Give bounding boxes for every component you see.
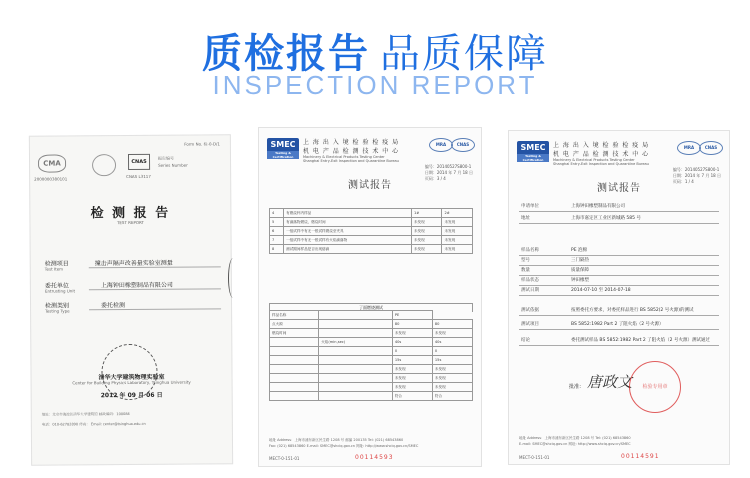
- table-cell: [270, 356, 319, 365]
- sub-table-title: 了面燃烧测试: [269, 303, 473, 312]
- form-number: Form No. 检-0-D/1: [184, 141, 220, 147]
- table-cell: 符合: [392, 392, 432, 401]
- field-value: BS 5852:1982 Part 2 了阻火焰（2 号火源）: [571, 322, 664, 327]
- table-cell: 0: [392, 347, 432, 356]
- table-cell: 未发现: [442, 236, 473, 245]
- table-row: [270, 329, 473, 338]
- table-cell: 未发现: [392, 374, 432, 383]
- report-title: 测试报告: [597, 183, 641, 194]
- field-divider: [519, 211, 719, 212]
- table-cell: [319, 329, 393, 338]
- table-cell: [270, 374, 319, 383]
- table-cell: 未发现: [392, 383, 432, 392]
- table-row: [270, 383, 473, 392]
- table-cell: 80: [392, 320, 432, 329]
- field-label: 申请单位: [521, 204, 539, 209]
- doc2-footer: 地址 Address：上海市浦东新区民生路 1208 号 邮编 200135 Tel: (021) 68543860: [269, 438, 404, 442]
- title-main: 质检报告: [202, 31, 370, 77]
- ilac-mra-logo: MRA: [677, 141, 701, 155]
- field-label: 测试项目: [521, 322, 539, 327]
- doc1-footer-1: 地址：北京市海淀区清华大学建筑馆 邮政编码：100084: [41, 412, 130, 417]
- doc1-footer-2: 电话：010-62782890 传真： Email: center@tsinghua.edu.cn: [41, 421, 146, 427]
- binding-clip: [228, 258, 238, 298]
- cma-number: 2000000380101: [34, 176, 68, 182]
- cnas-logo: CNAS: [699, 141, 723, 155]
- table-cell: 40s: [432, 338, 472, 347]
- field-value: 委托测试样品 BS 5852:1982 Part 2 了阻火焰（2 号火源）测试通过: [571, 338, 710, 343]
- test-report-smec-page3: [258, 127, 482, 467]
- table-cell: 15s: [392, 356, 432, 365]
- table-cell: 未发现: [442, 227, 473, 236]
- lab-header: 上 海 出 入 境 检 验 检 疫 局 机 电 产 品 检 测 技 术 中 心 Machinery & Electrical Products Testing Center Shanghai Entry-Exit Inspection and Quarantine Bureau: [553, 142, 650, 166]
- item-label-en: Test Item: [44, 266, 64, 272]
- table-row: [270, 236, 473, 245]
- ilac-logo: [92, 154, 116, 176]
- table-cell: 未发现: [442, 218, 473, 227]
- table-cell: 1#: [411, 209, 442, 218]
- table-cell: [319, 320, 393, 329]
- field-value: 按照委托方要求，对委托样品进行 BS 5852(2 号火源)的测试: [571, 308, 694, 313]
- table-row: [270, 245, 473, 254]
- field-value: PE 泡棉: [571, 248, 587, 253]
- table-cell: 未发现: [432, 365, 472, 374]
- red-seal-stamp: 检验专用章: [629, 361, 681, 413]
- table-cell: 2#: [442, 209, 473, 218]
- report-title: 检 测 报 告: [90, 205, 171, 222]
- table-cell: 未发现: [411, 227, 442, 236]
- cma-logo: CMA: [38, 154, 66, 172]
- table-cell: 7: [270, 236, 284, 245]
- table-cell: 40s: [392, 338, 432, 347]
- item-label: 检测项目: [44, 260, 69, 268]
- table-row: [270, 227, 473, 236]
- smec-logo: SMEC Testing & Certification: [517, 141, 549, 161]
- cnas-number: CNAS L3117: [126, 173, 151, 180]
- table-cell: [319, 383, 393, 392]
- table-cell: 4: [270, 209, 284, 218]
- form-no: MECT-0-151-01: [519, 455, 550, 460]
- type-label: 检测类别: [45, 302, 70, 310]
- page-header: [0, 0, 750, 110]
- serial-number: 00114593: [355, 454, 394, 461]
- table-row: [270, 320, 473, 329]
- table-row: [270, 365, 473, 374]
- serial-number: 00114591: [621, 453, 660, 460]
- table-cell: 0: [432, 347, 472, 356]
- table-cell: PE: [392, 311, 432, 320]
- signature: 唐政文: [587, 373, 633, 391]
- field-label: 型号: [521, 258, 530, 263]
- results-table: [269, 208, 473, 254]
- table-cell: 5: [270, 218, 284, 227]
- accreditation-logos: [429, 136, 475, 162]
- table-cell: 一组试样中有无一根试样有火焰滴落物: [284, 236, 412, 245]
- table-row: [270, 374, 473, 383]
- table-cell: 火焰(min,sec): [319, 338, 393, 347]
- table-cell: [319, 374, 393, 383]
- report-meta: 编号：20140527S800-1 日期：2014 年 7 月 18 日 页码：3 / 4: [424, 164, 473, 181]
- table-cell: [319, 365, 393, 374]
- org-name: 清华大学建筑物理实验室: [98, 373, 165, 382]
- test-report-tsinghua: [29, 134, 233, 465]
- test-report-smec-page1: [508, 130, 730, 465]
- approver-label: 批准：: [569, 384, 585, 390]
- field-divider: [519, 255, 719, 256]
- client-label-en: Entrusting Unit: [44, 288, 76, 294]
- smec-logo: SMEC Testing & Certification: [267, 138, 299, 158]
- type-value: 委托检测: [101, 302, 126, 310]
- item-value: 撞击声隔声改善量实验室测量: [94, 259, 173, 268]
- doc3-footer-2: E-mail: SMEC@shciq.gov.cn 网址: http://www.shciq.gov.cn/SMEC: [519, 442, 631, 446]
- table-cell: [319, 347, 393, 356]
- report-title: 测试报告: [348, 180, 392, 191]
- title-sub: 品质保障: [380, 31, 548, 77]
- doc2-footer-2: Fax: (021) 68543860 E-mail: SMEC@shciq.gov.cn 网址: http://www.shciq.gov.cn/SMEC: [269, 444, 419, 448]
- field-value: 三门隔热: [571, 258, 589, 263]
- table-cell: [270, 338, 319, 347]
- table-cell: 符合: [432, 392, 472, 401]
- report-no-label: 报告编号: [157, 155, 175, 161]
- report-meta: 编号：20140527S800-1 日期：2014 年 7 月 18 日 页码：1 / 4: [672, 167, 721, 184]
- field-label: 样品状态: [521, 278, 539, 283]
- table-row: [270, 209, 473, 218]
- table-cell: [270, 347, 319, 356]
- client-label: 委托单位: [44, 282, 69, 290]
- field-label: 测试日期: [521, 288, 539, 293]
- table-cell: 有燃烧杯内样品: [284, 209, 412, 218]
- field-divider: [519, 345, 719, 346]
- report-date: 2012 年 09 月 06 日: [100, 391, 163, 400]
- table-cell: 燃烧时间: [270, 329, 319, 338]
- table-cell: [319, 311, 393, 320]
- doc3-footer: 地址 Address：上海市浦东新区民生路 1208 号 Tel: (021) 68543860: [519, 436, 631, 440]
- table-row: [270, 218, 473, 227]
- burn-table: [269, 310, 473, 401]
- field-value: 上海钟田橡塑制品有限公司: [571, 204, 625, 209]
- field-value: 2014-07-10 至 2014-07-18: [571, 288, 631, 293]
- table-cell: 未发现: [411, 218, 442, 227]
- field-value: 钟田橡塑: [571, 278, 589, 283]
- ilac-mra-logo: MRA: [429, 138, 453, 152]
- table-cell: [270, 365, 319, 374]
- table-cell: 未发现: [411, 236, 442, 245]
- series-label: Series Number: [158, 162, 188, 168]
- table-cell: 8: [270, 245, 284, 254]
- field-divider: [519, 265, 719, 266]
- table-cell: 6: [270, 227, 284, 236]
- field-label: 结论: [521, 338, 530, 343]
- field-label: 测试依据: [521, 308, 539, 313]
- cnas-logo: CNAS: [128, 154, 150, 170]
- table-cell: 有滴落物燃烧，燃烧时间: [284, 218, 412, 227]
- table-cell: 15s: [432, 356, 472, 365]
- field-divider: [519, 315, 719, 316]
- table-cell: 未发现: [411, 245, 442, 254]
- table-cell: 测试期间样品是否出现熔滴: [284, 245, 412, 254]
- org-name-en: Center for Building Physics Laboratory, Tsinghua University: [72, 379, 191, 386]
- table-row: [270, 338, 473, 347]
- field-divider: [519, 285, 719, 286]
- field-divider: [519, 295, 719, 296]
- field-label: 样品名称: [521, 248, 539, 253]
- field-divider: [519, 329, 719, 330]
- field-value: 质量保障: [571, 268, 589, 273]
- table-cell: 样品名称: [270, 311, 319, 320]
- table-cell: 未发现: [432, 383, 472, 392]
- table-cell: 未发现: [392, 365, 432, 374]
- table-row: [270, 347, 473, 356]
- table-cell: 未发现: [392, 329, 432, 338]
- table-row: [270, 392, 473, 401]
- report-title-en: TEST REPORT: [116, 219, 144, 226]
- lab-header: 上 海 出 入 境 检 验 检 疫 局 机 电 产 品 检 测 技 术 中 心 Machinery & Electrical Products Testing Center Shanghai Entry-Exit Inspection and Quarantine Bureau: [303, 139, 400, 163]
- table-cell: 一组试样中有无一根试样燃烧至夹具: [284, 227, 412, 236]
- client-value: 上海钟田橡塑制品有限公司: [100, 281, 173, 290]
- cnas-logo: CNAS: [451, 138, 475, 152]
- table-cell: [319, 356, 393, 365]
- form-no: MECT-0-151-01: [269, 456, 300, 461]
- table-cell: 80: [432, 320, 472, 329]
- table-row: [270, 356, 473, 365]
- field-divider: [519, 275, 719, 276]
- table-cell: 未发现: [442, 245, 473, 254]
- field-divider: [519, 223, 719, 224]
- table-cell: 点火源: [270, 320, 319, 329]
- field-value: 上海市嘉定区工业区新城路 585 号: [571, 216, 641, 221]
- table-cell: 未发现: [432, 374, 472, 383]
- table-cell: [319, 392, 393, 401]
- accreditation-logos: [677, 139, 723, 165]
- page-subtitle-en: INSPECTION REPORT: [212, 70, 538, 100]
- table-cell: [270, 392, 319, 401]
- table-row: [270, 311, 473, 320]
- table-cell: [270, 383, 319, 392]
- table-cell: 未发现: [432, 329, 472, 338]
- field-label: 数量: [521, 268, 530, 273]
- field-label: 地址: [521, 216, 530, 221]
- type-label-en: Testing Type: [45, 308, 70, 314]
